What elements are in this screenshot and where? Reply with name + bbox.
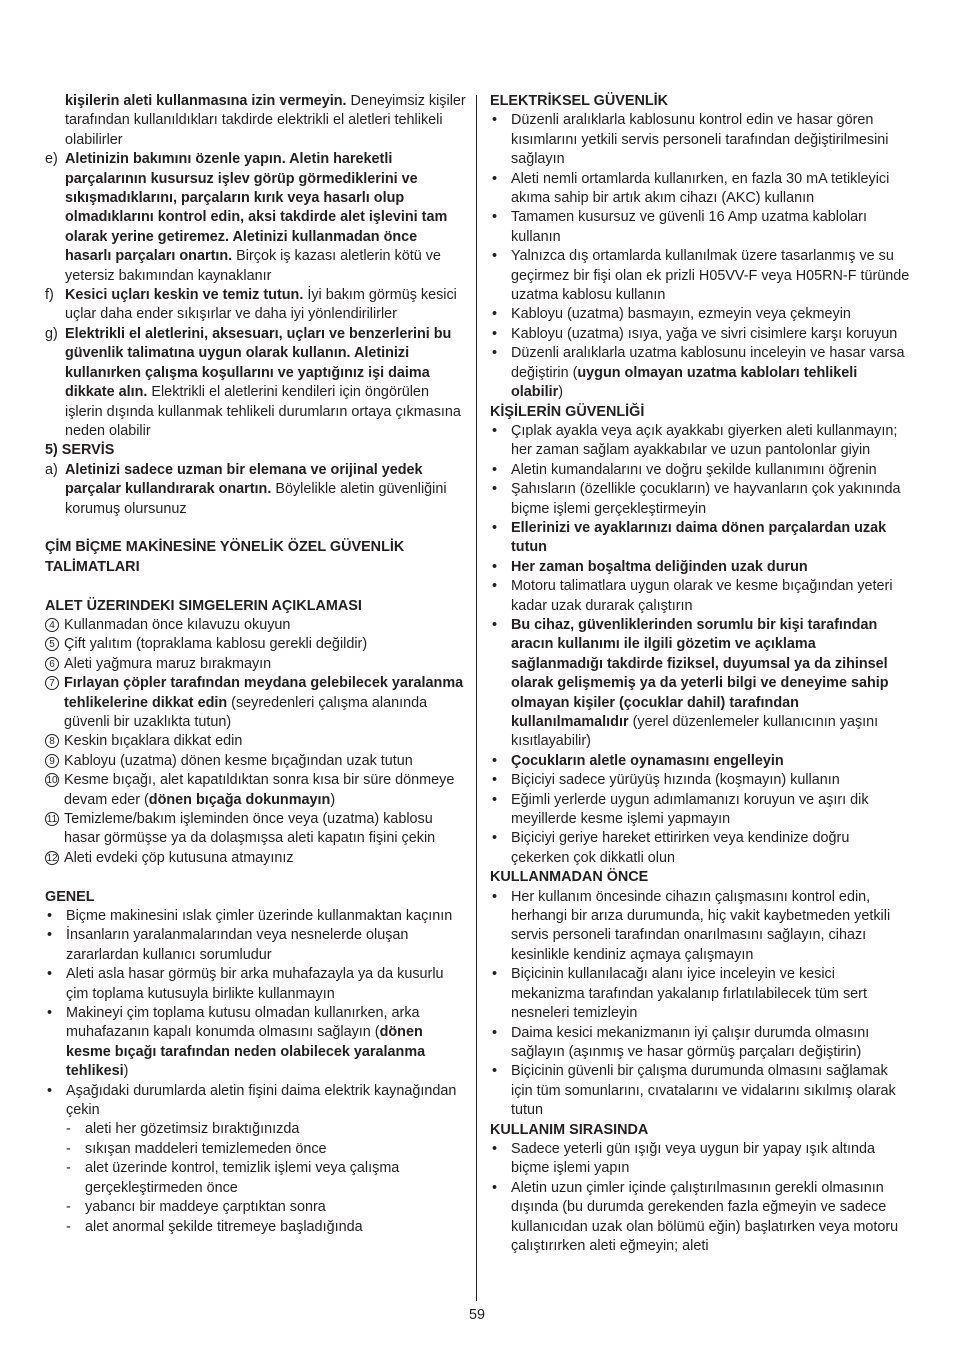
bullet-item <box>490 1024 910 1063</box>
bullet-icon: • <box>492 966 498 983</box>
bullet-icon: • <box>492 422 498 439</box>
bullet-text: Biçiciyi sadece yürüyüş hızında (koşmayın) kullanın <box>511 772 840 789</box>
symbol-text: Fırlayan çöpler tarafından meydana gelebilecek yaralanma tehlikelerine dikkat edin (seyredenleri çalışma alanında güvenli bir uzaklıkta tutun) <box>64 675 464 730</box>
bullet-text: Aletin kumandalarını ve doğru şekilde kullanımını öğrenin <box>511 461 877 478</box>
bullet-text: Şahısların (özellikle çocukların) ve hayvanların çok yakınında biçme işlemi gerçekleştirmeyin <box>511 481 901 517</box>
bullet-icon: • <box>47 908 53 925</box>
before-use-list <box>490 888 910 1121</box>
left-column <box>45 92 467 1237</box>
bullet-item <box>490 888 910 966</box>
bullet-icon: • <box>492 1063 498 1080</box>
column-divider <box>476 95 477 1301</box>
electrical-heading: ELEKTRİKSEL GÜVENLİK <box>490 93 669 109</box>
symbol-item <box>45 616 467 635</box>
bullet-item <box>490 325 910 344</box>
bullet-item <box>45 965 467 1004</box>
item-label: a) <box>45 461 58 478</box>
bullet-item <box>490 616 910 752</box>
during-use-heading: KULLANIM SIRASINDA <box>490 1121 649 1138</box>
bullet-text: Eğimli yerlerde uygun adımlamanızı koruyun ve aşırı dik meyillerde kesme işlemi yapmayın <box>511 791 869 828</box>
dash-item <box>45 1120 467 1139</box>
dash-text: alet üzerinde kontrol, temizlik işlemi veya çalışma gerçekleştirmeden önce <box>85 1160 400 1196</box>
symbol-text: Aleti evdeki çöp kutusuna atmayınız <box>64 849 294 866</box>
bullet-icon: • <box>492 752 498 769</box>
dash-text: yabancı bir maddeye çarptıktan sonra <box>85 1199 326 1216</box>
symbol-text: Kullanmadan önce kılavuzu okuyun <box>64 616 291 633</box>
bullet-text: Aleti asla hasar görmüş bir arka muhafazayla ya da kusurlu çim toplama kutusuyla birlikte kullanmayın <box>66 966 444 1002</box>
bullet-text: Aşağıdaki durumlarda aletin fişini daima elektrik kaynağından çekin <box>66 1082 457 1119</box>
bullet-text: Aletin uzun çimler içinde çalıştırılmasının gerekli olmasının dışında (bu durumda gerekenden fazla eğmeyin ve sadece kullanıcıdan uzak olan bölümü eğin) başlatırken veya motoru çalıştırırken aleti eğmeyin; aleti <box>511 1179 899 1254</box>
safety-items <box>45 150 467 441</box>
symbol-number-icon: 5 <box>45 637 59 651</box>
symbol-text: Kesme bıçağı, alet kapatıldıktan sonra kısa bir süre dönmeye devam eder (dönen bıçağa dokunmayın) <box>64 772 455 808</box>
dash-icon: - <box>66 1218 71 1235</box>
bullet-item <box>45 1082 467 1121</box>
symbol-number-icon: 7 <box>45 676 59 690</box>
bullet-text: Aleti nemli ortamlarda kullanırken, en fazla 30 mA tetikleyici akıma sahip bir artık akım cihazı (AKC) kullanın <box>511 170 890 207</box>
symbol-text: Aleti yağmura maruz bırakmayın <box>64 655 272 672</box>
bullet-text: Düzenli aralıklarla uzatma kablosunu inceleyin ve hasar varsa değiştirin (uygun olmayan uzatma kabloları tehlikeli olabilir) <box>511 345 905 401</box>
during-use-list <box>490 1140 910 1256</box>
item-text: Aletinizin bakımını özenle yapın. Aletin hareketli parçalarının kusursuz işlev görüp görmediklerini ve sıkışmadıklarını, parçaların kırık veya hasarlı olup olmadıklarını kontrol edin, aksi takdirde alet işlevini tam olarak yerine getiremez. Aletinizi kullanmadan önce hasarlı parçaları onartın. Birçok iş kazası aletlerin kötü ve yetersiz bakımından kaynaklanır <box>65 151 448 284</box>
bullet-item <box>490 558 910 577</box>
bullet-text: Biçicinin kullanılacağı alanı iyice inceleyin ve kesici mekanizma tarafından yakalanıp fırlatılabilecek tüm sert nesneleri temizleyin <box>511 966 867 1022</box>
general-sub-list <box>45 1120 467 1236</box>
dash-item <box>45 1159 467 1198</box>
lettered-item <box>45 461 467 519</box>
bullet-item <box>490 170 910 209</box>
symbol-number-icon: 10 <box>46 775 58 787</box>
symbols-heading: ALET ÜZERINDEKI SIMGELERIN AÇIKLAMASI <box>45 597 362 614</box>
dash-item <box>45 1198 467 1217</box>
symbol-text: Çift yalıtım (topraklama kablosu gerekli değildir) <box>64 636 368 653</box>
bullet-item <box>490 771 910 790</box>
bullet-item <box>490 480 910 519</box>
item-label: e) <box>45 151 58 168</box>
bullet-item <box>490 1140 910 1179</box>
bullet-text: Biçiciyi geriye hareket ettirirken veya kendinize doğru çekerken çok dikkatli olun <box>511 830 850 866</box>
symbol-item <box>45 674 467 732</box>
general-heading: GENEL <box>45 888 95 905</box>
bullet-icon: • <box>47 1082 53 1099</box>
before-use-heading: KULLANMADAN ÖNCE <box>490 869 649 886</box>
page-number: 59 <box>468 1307 485 1323</box>
bullet-item <box>490 305 910 324</box>
symbols-list <box>45 616 467 868</box>
bullet-text: Biçicinin güvenli bir çalışma durumunda olmasını sağlamak için tüm somunlarını, cıvatalarını ve vidalarını sıkılmış olarak tutun <box>511 1063 896 1119</box>
bullet-text: Ellerinizi ve ayaklarınızı daima dönen parçalardan uzak tutun <box>511 519 887 556</box>
symbol-item <box>45 732 467 751</box>
bullet-icon: • <box>492 306 498 323</box>
electrical-list <box>490 111 910 402</box>
bullet-icon: • <box>492 791 498 808</box>
bullet-icon: • <box>492 578 498 595</box>
bullet-icon: • <box>492 830 498 847</box>
lettered-item <box>45 150 467 286</box>
symbol-number-icon: 12 <box>46 852 58 864</box>
bullet-item <box>490 791 910 830</box>
symbol-item <box>45 655 467 674</box>
bullet-icon: • <box>492 248 498 265</box>
bullet-icon: • <box>492 461 498 478</box>
bullet-icon: • <box>492 170 498 187</box>
bullet-icon: • <box>492 772 498 789</box>
symbol-item <box>45 849 467 868</box>
continued-paragraph: kişilerin aleti kullanmasına izin vermeyin. Deneyimsiz kişiler tarafından kullanıldıkları takdirde elektrikli el aletleri tehlikeli olabilirler <box>65 93 466 148</box>
symbol-number-icon: 8 <box>45 734 59 748</box>
bullet-item <box>45 1004 467 1082</box>
dash-icon: - <box>66 1121 71 1138</box>
bullet-item <box>490 1062 910 1120</box>
special-safety-heading: ÇİM BİÇME MAKİNESİNE YÖNELİK ÖZEL GÜVENLİK TALİMATLARI <box>45 539 405 575</box>
bullet-text: Çocukların aletle oynamasını engelleyin <box>511 752 784 769</box>
symbol-item <box>45 635 467 654</box>
item-label: g) <box>45 325 58 342</box>
symbol-text: Keskin bıçaklara dikkat edin <box>64 733 243 750</box>
bullet-text: Her zaman boşaltma deliğinden uzak durun <box>511 558 808 575</box>
item-text: Kesici uçları keskin ve temiz tutun. İyi bakım görmüş kesici uçlar daha ender sıkışırlar ve daha iyi yönlendirilirler <box>65 287 457 323</box>
bullet-item <box>45 907 467 926</box>
dash-icon: - <box>66 1140 71 1157</box>
bullet-text: Her kullanım öncesinde cihazın çalışmasını kontrol edin, herhangi bir arıza durumunda, hiç vakit kaybetmeden yetkili servis personeli tarafından onarılmasını sağlayın, cihazı kesinlikle kendiniz açmaya çalışmayın <box>511 888 891 963</box>
bullet-text: Kabloyu (uzatma) basmayın, ezmeyin veya çekmeyin <box>511 306 851 323</box>
bullet-item <box>490 829 910 868</box>
bullet-item <box>490 247 910 305</box>
lettered-item <box>45 325 467 441</box>
bullet-icon: • <box>492 519 498 536</box>
service-heading: 5) SERVİS <box>45 442 115 459</box>
bullet-text: Kabloyu (uzatma) ısıya, yağa ve sivri cisimlere karşı koruyun <box>511 325 898 342</box>
bullet-text: Düzenli aralıklarla kablosunu kontrol edin ve hasar gören kısımlarını yetkili servis personeli tarafından değiştirilmesini sağlayın <box>511 112 889 168</box>
bullet-icon: • <box>492 112 498 129</box>
bullet-text: Biçme makinesini ıslak çimler üzerinde kullanmaktan kaçının <box>66 908 453 925</box>
bullet-item <box>490 752 910 771</box>
dash-text: alet anormal şekilde titremeye başladığında <box>85 1218 363 1235</box>
personal-list <box>490 422 910 868</box>
dash-item <box>45 1140 467 1159</box>
symbol-number-icon: 9 <box>45 754 59 768</box>
bullet-text: Daima kesici mekanizmanın iyi çalışır durumda olmasını sağlayın (aşınmış ve hasar görmüş parçaları değiştirin) <box>511 1024 870 1060</box>
bullet-item <box>490 519 910 558</box>
bullet-icon: • <box>492 1024 498 1041</box>
symbol-item <box>45 752 467 771</box>
bullet-icon: • <box>492 345 498 362</box>
bullet-icon: • <box>492 481 498 498</box>
symbol-text: Kabloyu (uzatma) dönen kesme bıçağından uzak tutun <box>64 752 413 769</box>
symbol-text: Temizleme/bakım işleminden önce veya (uzatma) kablosu hasar görmüşse ya da dolaşmışsa aleti kapatın fişini çekin <box>64 811 436 847</box>
bullet-icon: • <box>47 927 53 944</box>
symbol-number-icon: 6 <box>45 657 59 671</box>
symbol-number-icon: 11 <box>46 814 58 825</box>
bullet-item <box>490 461 910 480</box>
bullet-text: Yalnızca dış ortamlarda kullanılmak üzere tasarlanmış ve su geçirmez bir fişi olan ek prizli H05VV-F veya H05RN-F türünde uzatma kablosu kullanın <box>511 248 910 304</box>
item-label: f) <box>45 287 54 304</box>
bullet-item <box>490 111 910 169</box>
bullet-icon: • <box>47 1005 53 1022</box>
dash-icon: - <box>66 1199 71 1216</box>
dash-text: sıkışan maddeleri temizlemeden önce <box>85 1140 327 1157</box>
right-column <box>490 92 910 1256</box>
bullet-icon: • <box>492 888 498 905</box>
symbol-item <box>45 810 467 849</box>
symbol-item <box>45 771 467 810</box>
bullet-item <box>490 577 910 616</box>
personal-heading: KİŞİLERİN GÜVENLİĞİ <box>490 403 645 420</box>
item-text: Aletinizi sadece uzman bir elemana ve orijinal yedek parçalar kullandırarak onartın. Böylelikle aletin güvenliğini korumuş olursunuz <box>65 461 447 517</box>
dash-icon: - <box>66 1160 71 1177</box>
symbol-number-icon: 4 <box>45 618 59 632</box>
bullet-item <box>45 926 467 965</box>
bullet-text: Bu cihaz, güvenliklerinden sorumlu bir kişi tarafından aracın kullanımı ile ilgili gözetim ve açıklama sağlanmadığı takdirde fiziksel, duyumsal ya da zihinsel olarak gelişmemiş ya da yeterli bilgi ve deneyime sahip olmayan kişiler (çocuklar dahil) tarafından kullanılmamalıdır (yerel düzenlemeler kullanıcının yaşını kısıtlayabilir) <box>511 616 889 750</box>
bullet-icon: • <box>492 209 498 226</box>
bullet-item <box>490 208 910 247</box>
service-items <box>45 461 467 519</box>
bullet-icon: • <box>492 558 498 575</box>
bullet-icon: • <box>492 1140 498 1157</box>
bullet-text: Sadece yeterli gün ışığı veya uygun bir yapay ışık altında biçme işlemi yapın <box>511 1140 875 1177</box>
bullet-icon: • <box>47 966 53 983</box>
dash-text: aleti her gözetimsiz bıraktığınızda <box>85 1121 300 1138</box>
bullet-text: Makineyi çim toplama kutusu olmadan kullanırken, arka muhafazanın kapalı konumda olmasını sağlayın (dönen kesme bıçağı tarafından neden olabilecek yaralanma tehlikesi) <box>66 1005 426 1080</box>
bullet-item <box>490 965 910 1023</box>
bullet-text: İnsanların yaralanmalarından veya nesnelerde oluşan zararlardan kullanıcı sorumludur <box>66 927 409 963</box>
bullet-text: Motoru talimatlara uygun olarak ve kesme bıçağından yeteri kadar uzak durarak çalıştırın <box>511 578 893 614</box>
dash-item <box>45 1218 467 1237</box>
item-text: Elektrikli el aletlerini, aksesuarı, uçları ve benzerlerini bu güvenlik talimatına uygun olarak kullanın. Aletinizi kullanırken çalışma koşullarını ve yaptığınız işi daima dikkate alın. Elektrikli el aletlerini kendileri için öngörülen işlerin dışında kullanmak tehlikeli durumların ortaya çıkmasına neden olabilir <box>65 325 461 439</box>
bullet-text: Tamamen kusursuz ve güvenli 16 Amp uzatma kabloları kullanın <box>511 209 867 245</box>
bullet-item <box>490 344 910 402</box>
bullet-item <box>490 422 910 461</box>
bullet-text: Çıplak ayakla veya açık ayakkabı giyerken aleti kullanmayın; her zaman sağlam ayakkabılar ve uzun pantolonlar giyin <box>511 422 898 459</box>
lettered-item <box>45 286 467 325</box>
bullet-icon: • <box>492 325 498 342</box>
bullet-icon: • <box>492 1179 498 1196</box>
bullet-item <box>490 1179 910 1257</box>
general-list <box>45 907 467 1120</box>
bullet-icon: • <box>492 616 498 633</box>
